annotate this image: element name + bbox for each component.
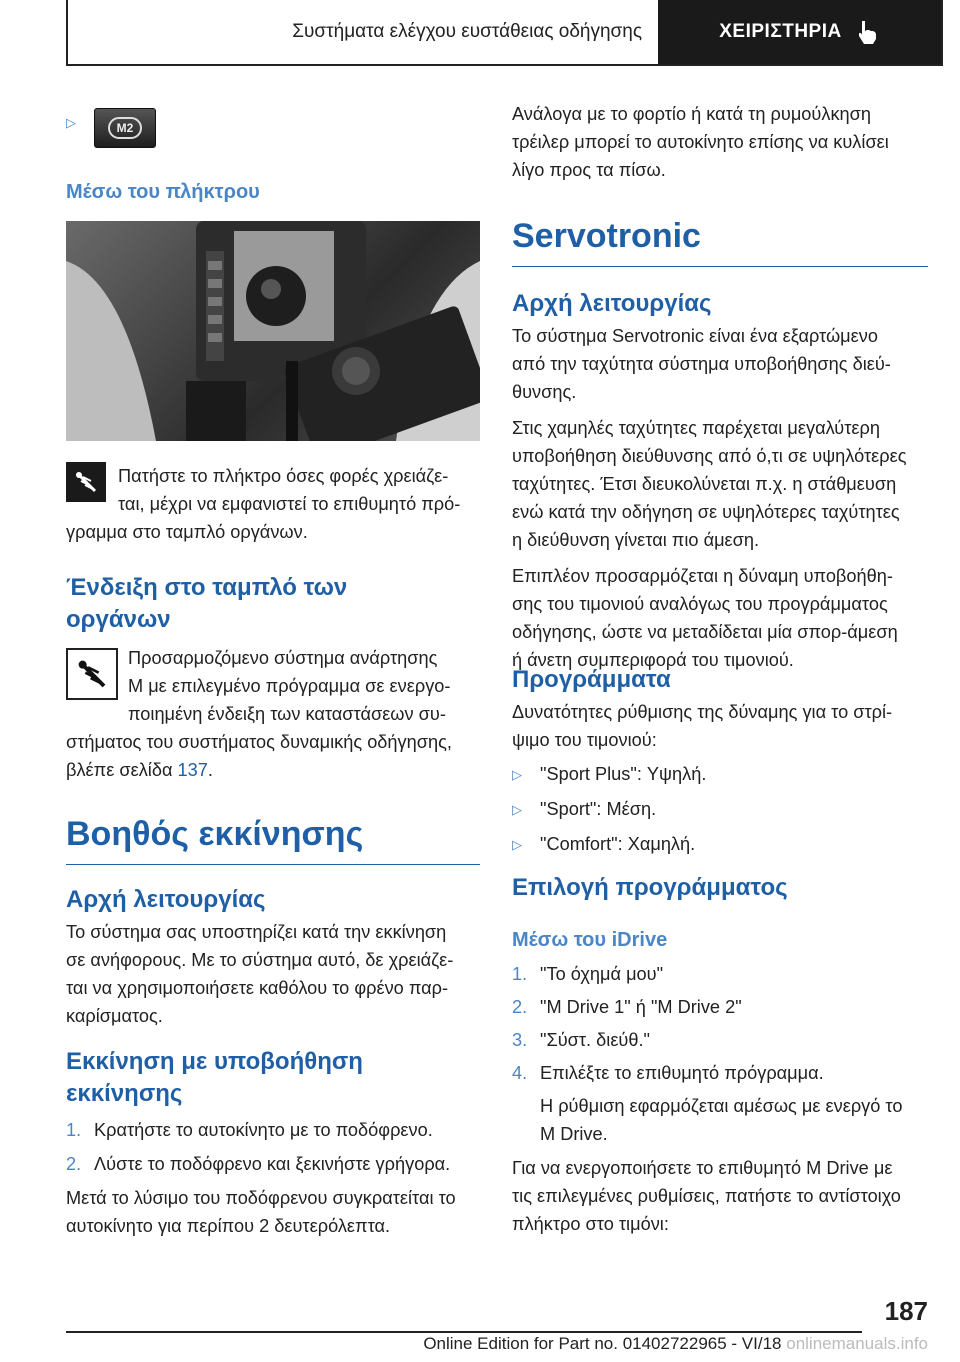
hand-pointer-icon [856, 19, 880, 45]
triangle-bullet-icon: ▷ [512, 837, 522, 852]
display-heading: Ένδειξη στο ταμπλό των οργάνων [66, 574, 348, 633]
step-item: 1. Κρατήστε το αυτοκίνητο με το ποδόφρενο. [66, 1120, 433, 1140]
hill-start-heading: Βοηθός εκκίνησης [66, 814, 480, 865]
idrive-step: 4. Επιλέξτε το επιθυμητό πρόγραμμα. [512, 1063, 824, 1083]
servotronic-heading: Servotronic [512, 216, 928, 267]
start-assist-heading: Εκκίνηση με υποβοήθηση εκκίνησης [66, 1048, 363, 1107]
mbutton-step [66, 108, 156, 148]
triangle-bullet-icon: ▷ [512, 802, 522, 817]
select-program-heading: Επιλογή προγράμματος [512, 874, 788, 901]
watermark: onlinemanuals.info [786, 1334, 928, 1353]
start-steps: 1. Κρατήστε το αυτοκίνητο με το ποδόφρενο. 2. Λύστε το ποδόφρενο και ξεκινήστε γρήγορα. Μετά το λύσιμο του ποδόφρενου συγκρατείται το αυτοκίνητο για περίπου 2 δευτερόλεπτα. [66, 1116, 480, 1240]
press-note-line-3: γραμμα στο ταμπλό οργάνων. [66, 522, 308, 542]
suspension-indicator-icon [66, 648, 118, 700]
via-idrive-heading: Μέσω του iDrive [512, 929, 668, 951]
programs-text: Δυνατότητες ρύθμισης της δύναμης για το στρί- ψιμο του τιμονιού: ▷ "Sport Plus": Υψηλή. ▷ "Sport": Μέση. ▷ "Comfort": Χαμηλή. [512, 698, 928, 859]
programs-heading: Προγράμματα [512, 666, 671, 693]
console-illustration [66, 221, 480, 441]
suspension-icon [66, 462, 106, 502]
idrive-step: 2. "M Drive 1" ή "M Drive 2" [512, 997, 742, 1017]
step-item: 2. Λύστε το ποδόφρενο και ξεκινήστε γρήγορα. [66, 1154, 451, 1174]
idrive-steps: 1. "Το όχημά μου" 2. "M Drive 1" ή "M Drive 2" 3. "Σύστ. διεύθ." 4. Επιλέξτε το επιθυμητό πρόγραμμα. Η ρύθμιση εφαρμόζεται αμέσως με ενεργό το M Drive. Για να ενεργοποιήσετε το επιθυμητό M Drive με τις επιλεγμένες ρυθμίσεις, πατήστε το αντίστοιχο πλήκτρο στο τιμόνι: [512, 960, 928, 1238]
press-note [66, 462, 480, 546]
press-note-line-2: ται, μέχρι να εμφανιστεί το επιθυμητό πρό- [118, 494, 461, 514]
hill-principle-text: Το σύστημα σας υποστηρίζει κατά την εκκίνηση σε ανήφορους. Με το σύστημα αυτό, δε χρειάζε- ται να χρησιμοποιήσετε καθόλου το φρένο παρ- καρίσματος. [66, 922, 454, 1026]
chapter-tab [658, 0, 941, 64]
page-reference-link[interactable]: 137 [177, 760, 208, 780]
m2-button-image: M2 [94, 108, 156, 148]
page-reference-line: βλέπε σελίδα 137. [66, 760, 213, 780]
footer-edition: Online Edition for Part no. 01402722965 - VI/18 onlinemanuals.info [423, 1334, 928, 1353]
program-item: ▷ "Sport Plus": Υψηλή. [512, 760, 928, 789]
triangle-bullet-icon: ▷ [512, 767, 522, 782]
display-text: Προσαρμοζόμενο σύστημα ανάρτησης M με επιλεγμένο πρόγραμμα σε ενεργο- ποιημένη ένδειξη των καταστάσεων συ- στήματος του συστήματος δυναμικής οδήγησης, βλέπε σελίδα 137. [66, 644, 480, 784]
hill-principle-heading: Αρχή λειτουργίας [66, 886, 266, 913]
via-button-heading: Μέσω του πλήκτρου [66, 181, 260, 203]
footer-divider [66, 1331, 862, 1333]
press-note-line-1: Πατήστε το πλήκτρο όσες φορές χρειάζε- [118, 466, 449, 486]
servo-text: Το σύστημα Servotronic είναι ένα εξαρτώμενο από την ταχύτητα σύστημα υποβοήθησης διεύ- θυνσης. Στις χαμηλές ταχύτητες παρέχεται μεγαλύτερη υποβοήθηση διεύθυνσης από ό,τι σε υψηλότερες ταχύτητες. Έτσι διευκολύνεται π.χ. η στάθμευση ενώ κατά την οδήγηση σε υψηλότερες ταχύτητες η διεύθυνση γίνεται πιο άμεση. Επιπλέον προσαρμόζεται η δύναμη υποβοήθη- σης του τιμονιού αναλόγως του προγράμματος οδήγησης, ώστε να μεταδίδεται μία σπορ-άμεση ή άνετη συμπεριφορά του τιμονιού. [512, 326, 907, 670]
page-number: 187 [884, 1296, 928, 1326]
section-title: Συστήματα ελέγχου ευστάθειας οδήγησης [292, 21, 642, 42]
idrive-step: 3. "Σύστ. διεύθ." [512, 1030, 651, 1050]
idrive-step: 1. "Το όχημά μου" [512, 964, 664, 984]
trailer-text: Ανάλογα με το φορτίο ή κατά τη ρυμούλκηση τρέιλερ μπορεί το αυτοκίνητο επίσης να κυλίσει λίγο προς τα πίσω. [512, 104, 889, 180]
triangle-bullet-icon: ▷ [66, 115, 76, 130]
hill-start-section [66, 814, 480, 865]
console-photo [66, 221, 480, 441]
page-header [66, 0, 943, 66]
program-item: ▷ "Comfort": Χαμηλή. [512, 830, 928, 859]
program-item: ▷ "Sport": Μέση. [512, 795, 928, 824]
chapter-title: ΧΕΙΡΙΣΤΗΡΙΑ [719, 21, 842, 42]
servo-principle-heading: Αρχή λειτουργίας [512, 290, 712, 317]
servotronic-section [512, 216, 928, 267]
